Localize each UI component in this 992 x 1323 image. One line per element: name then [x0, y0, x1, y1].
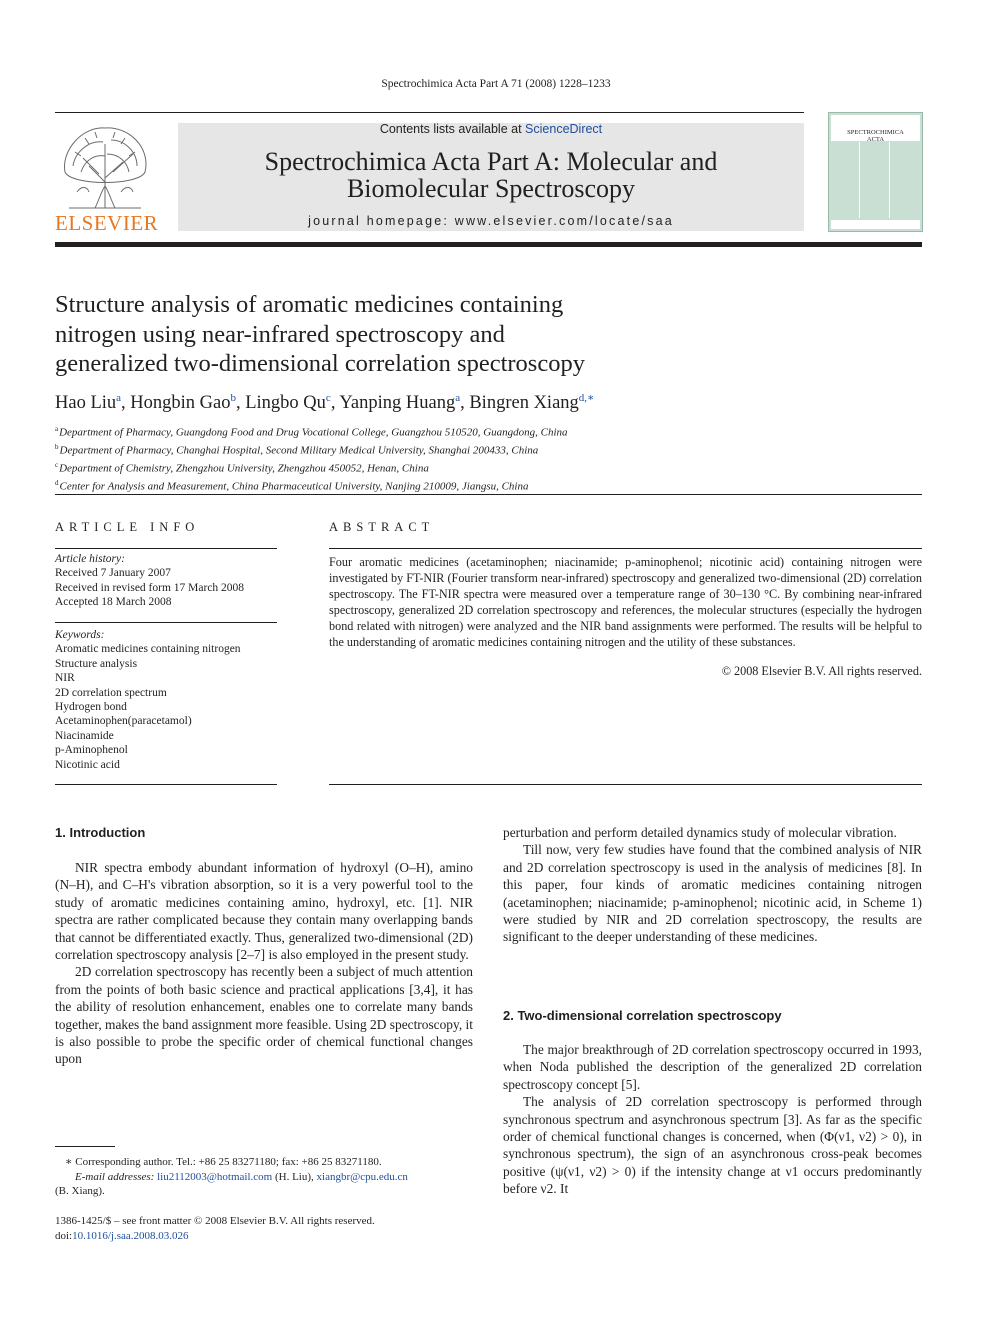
- article-info-bottom-rule: [55, 784, 277, 785]
- article-title-line2: nitrogen using near-infrared spectroscopy and: [55, 320, 505, 348]
- keyword-item: Nicotinic acid: [55, 758, 120, 771]
- affiliation-text: Department of Pharmacy, Guangdong Food and Drug Vocational College, Guangzhou 510520, Guangdong, China: [59, 426, 568, 439]
- author-separator: ,: [330, 393, 340, 414]
- affiliation-mark: c: [55, 461, 59, 470]
- keyword-item: NIR: [55, 672, 75, 685]
- keyword-item: p-Aminophenol: [55, 744, 128, 757]
- footnotes: [55, 1155, 485, 1199]
- author-affil-mark[interactable]: a: [116, 392, 122, 404]
- intro-paragraph-1: NIR spectra embody abundant information of hydroxyl (O–H), amino (N–H), and C–H's vibration absorption, so it is a very powerful tool to the study of aromatic medicines containing amino, hydroxyl, etc. [1]. NIR spectra are rather complicated because they contain many overlapping bands that cannot be differentiated exactly. Thus, generalized two-dimensional (2D) correlation spectroscopy analysis [2–7] is also employed in the present study.: [55, 860, 473, 963]
- author-name: Bingren Xiang: [469, 393, 579, 414]
- abstract-heading: ABSTRACT: [329, 520, 435, 534]
- cover-stripe: [889, 142, 890, 218]
- affiliation-item: [55, 422, 568, 440]
- affiliation-item: [55, 476, 568, 494]
- sciencedirect-link[interactable]: ScienceDirect: [525, 122, 603, 136]
- abstract-text: Four aromatic medicines (acetaminophen; niacinamide; p-aminophenol; nicotinic acid) containing nitrogen were investigated by FT-NIR (Fourier transform near-infrared) spectroscopy and generalized two-dimensional (2D) correlation spectroscopy. The FT-NIR spectra were measured over a temperature range of 30–130 °C. By combining near-infrared spectroscopy, generalized 2D correlation spectroscopy and references, the molecular structures (especially the hydrogen bond related with nitrogen) were analyzed and the NIR band assignments were performed. The results will be helpful to the understanding of aromatic medicines containing nitrogen and the utility of these substances.: [329, 555, 922, 649]
- author-separator: ,: [235, 393, 246, 414]
- footnote-rule: [55, 1146, 115, 1147]
- email-owner-xiang: (B. Xiang).: [55, 1185, 105, 1197]
- journal-title-line2: Biomolecular Spectroscopy: [346, 174, 636, 203]
- author-separator: ,: [121, 393, 131, 414]
- abstract-rule: [329, 548, 922, 549]
- history-item: Accepted 18 March 2008: [55, 596, 172, 609]
- header-thick-rule: [55, 242, 922, 247]
- author-affil-mark[interactable]: c: [325, 392, 331, 404]
- header-top-rule: [55, 112, 804, 113]
- author-affil-mark[interactable]: b: [230, 392, 236, 404]
- keyword-item: Hydrogen bond: [55, 701, 127, 714]
- history-label: Article history:: [55, 553, 125, 565]
- right-body-top: [503, 824, 922, 946]
- history-item: Received in revised form 17 March 2008: [55, 581, 245, 594]
- intro-paragraph-2: 2D correlation spectroscopy has recently been a subject of much attention from the points of both basic science and practical applications [3,4], it has the ability of resolution enhancement, enables one to correlate many bands together, makes the band assignment more feasible. Using 2D spectroscopy, it is also possible to probe the specific order of chemical functional changes upon: [55, 964, 473, 1067]
- article-title-line3: generalized two-dimensional correlation spectroscopy: [55, 350, 585, 377]
- email-link-xiang[interactable]: xiangbr@cpu.edu.cn: [316, 1170, 408, 1183]
- elsevier-tree-icon: [55, 122, 155, 210]
- affiliation-list: [55, 422, 568, 494]
- article-info-heading: ARTICLE INFO: [55, 520, 200, 534]
- journal-title: [178, 148, 804, 202]
- cover-title: [829, 129, 922, 143]
- keyword-list: [55, 628, 277, 772]
- cover-footer: [831, 220, 920, 229]
- author-list: [55, 391, 595, 414]
- article-title-line1: Structure analysis of aromatic medicines containing: [55, 291, 564, 318]
- article-info-rule: [55, 548, 277, 549]
- affiliation-item: [55, 440, 568, 458]
- right-paragraph-1: perturbation and perform detailed dynamics study of molecular vibration.: [503, 825, 897, 840]
- keywords-label: Keywords:: [55, 629, 105, 641]
- front-matter-rule: [55, 494, 922, 495]
- running-head: Spectrochimica Acta Part A 71 (2008) 1228–1233: [381, 78, 611, 90]
- email-link-liu[interactable]: liu2112003@hotmail.com: [157, 1170, 273, 1183]
- author-name: Hao Liu: [55, 393, 117, 414]
- cover-title-line1: SPECTROCHIMICA: [847, 129, 904, 136]
- affiliation-item: [55, 458, 568, 476]
- keywords-rule: [55, 622, 277, 623]
- doi-label: doi:: [55, 1229, 73, 1242]
- journal-title-line1: Spectrochimica Acta Part A: Molecular and: [264, 147, 718, 176]
- sec2-paragraph-1: The major breakthrough of 2D correlation spectroscopy occurred in 1993, when Noda published the description of the generalized 2D correlation spectroscopy concept [5].: [503, 1042, 922, 1092]
- cover-stripe: [859, 142, 860, 218]
- doi-link[interactable]: 10.1016/j.saa.2008.03.026: [72, 1229, 189, 1242]
- doi-line: [55, 1229, 485, 1244]
- section-heading-introduction: 1. Introduction: [55, 825, 146, 840]
- journal-homepage[interactable]: journal homepage: www.elsevier.com/locate/saa: [308, 214, 674, 228]
- section-heading-2d-correlation: 2. Two-dimensional correlation spectroscopy: [503, 1008, 782, 1023]
- affiliation-mark: d: [55, 479, 59, 488]
- journal-cover: [828, 112, 923, 232]
- author-affil-mark[interactable]: d,∗: [578, 392, 595, 404]
- intro-body: [55, 859, 473, 1068]
- keyword-item: Acetaminophen(paracetamol): [55, 715, 192, 728]
- article-history: [55, 552, 277, 610]
- author-affil-mark[interactable]: a: [455, 392, 461, 404]
- cover-title-line2: ACTA: [866, 136, 885, 143]
- publication-info: [55, 1214, 485, 1243]
- author-name: Yanping Huang: [339, 393, 456, 414]
- elsevier-wordmark: ELSEVIER: [55, 211, 159, 235]
- author-name: Hongbin Gao: [130, 393, 231, 414]
- email-label: E-mail addresses:: [75, 1170, 155, 1183]
- author-name: Lingbo Qu: [245, 393, 326, 414]
- right-paragraph-2: Till now, very few studies have found that the combined analysis of NIR and 2D correlation spectroscopy is used in the analysis of medicines [8]. In this paper, four kinds of aromatic medicines containing nitrogen (acetaminophen; niacinamide; p-aminophenol; nicotinic acid, in Scheme 1) were studied by NIR and 2D correlation spectroscopy, the results are significant to the deeper understanding of these medicines.: [503, 842, 922, 945]
- affiliation-text: Center for Analysis and Measurement, China Pharmaceutical University, Nanjing 210009, Jiangsu, China: [59, 480, 529, 493]
- affiliation-text: Department of Chemistry, Zhengzhou University, Zhengzhou 450052, Henan, China: [59, 462, 429, 475]
- email-note: [55, 1170, 485, 1185]
- keyword-item: Structure analysis: [55, 657, 138, 670]
- history-item: Received 7 January 2007: [55, 567, 171, 580]
- abstract-copyright: © 2008 Elsevier B.V. All rights reserved.: [721, 664, 922, 678]
- keyword-item: Niacinamide: [55, 729, 114, 742]
- contents-line: [178, 122, 804, 136]
- keyword-item: 2D correlation spectrum: [55, 686, 167, 699]
- sec2-body: [503, 1041, 922, 1198]
- keyword-item: Aromatic medicines containing nitrogen: [55, 643, 241, 656]
- affiliation-text: Department of Pharmacy, Changhai Hospital, Second Military Medical University, Shanghai 200433, China: [59, 444, 539, 457]
- email-owner-liu: (H. Liu),: [274, 1170, 314, 1183]
- affiliation-mark: a: [55, 425, 59, 433]
- article-title: [55, 290, 755, 379]
- issn-line: 1386-1425/$ – see front matter © 2008 Elsevier B.V. All rights reserved.: [55, 1215, 375, 1227]
- author-separator: ,: [460, 393, 470, 414]
- sec2-paragraph-2: The analysis of 2D correlation spectroscopy is performed through synchronous spectrum and asynchronous spectrum [3]. As far as the specific order of chemical functional changes is concerned, when (Φ(ν1, ν2) > 0), in synchronous spectrum), the sign of an asynchronous cross-peak becomes positive (ψ(ν1, ν2) > 0) if the intensity change at ν1 occurs predominantly before ν2. It: [503, 1094, 922, 1197]
- abstract-bottom-rule: [329, 784, 922, 785]
- corresponding-author-note: ∗ Corresponding author. Tel.: +86 25 83271180; fax: +86 25 83271180.: [65, 1156, 382, 1168]
- contents-prefix: Contents lists available at: [379, 122, 522, 136]
- affiliation-mark: b: [55, 443, 59, 452]
